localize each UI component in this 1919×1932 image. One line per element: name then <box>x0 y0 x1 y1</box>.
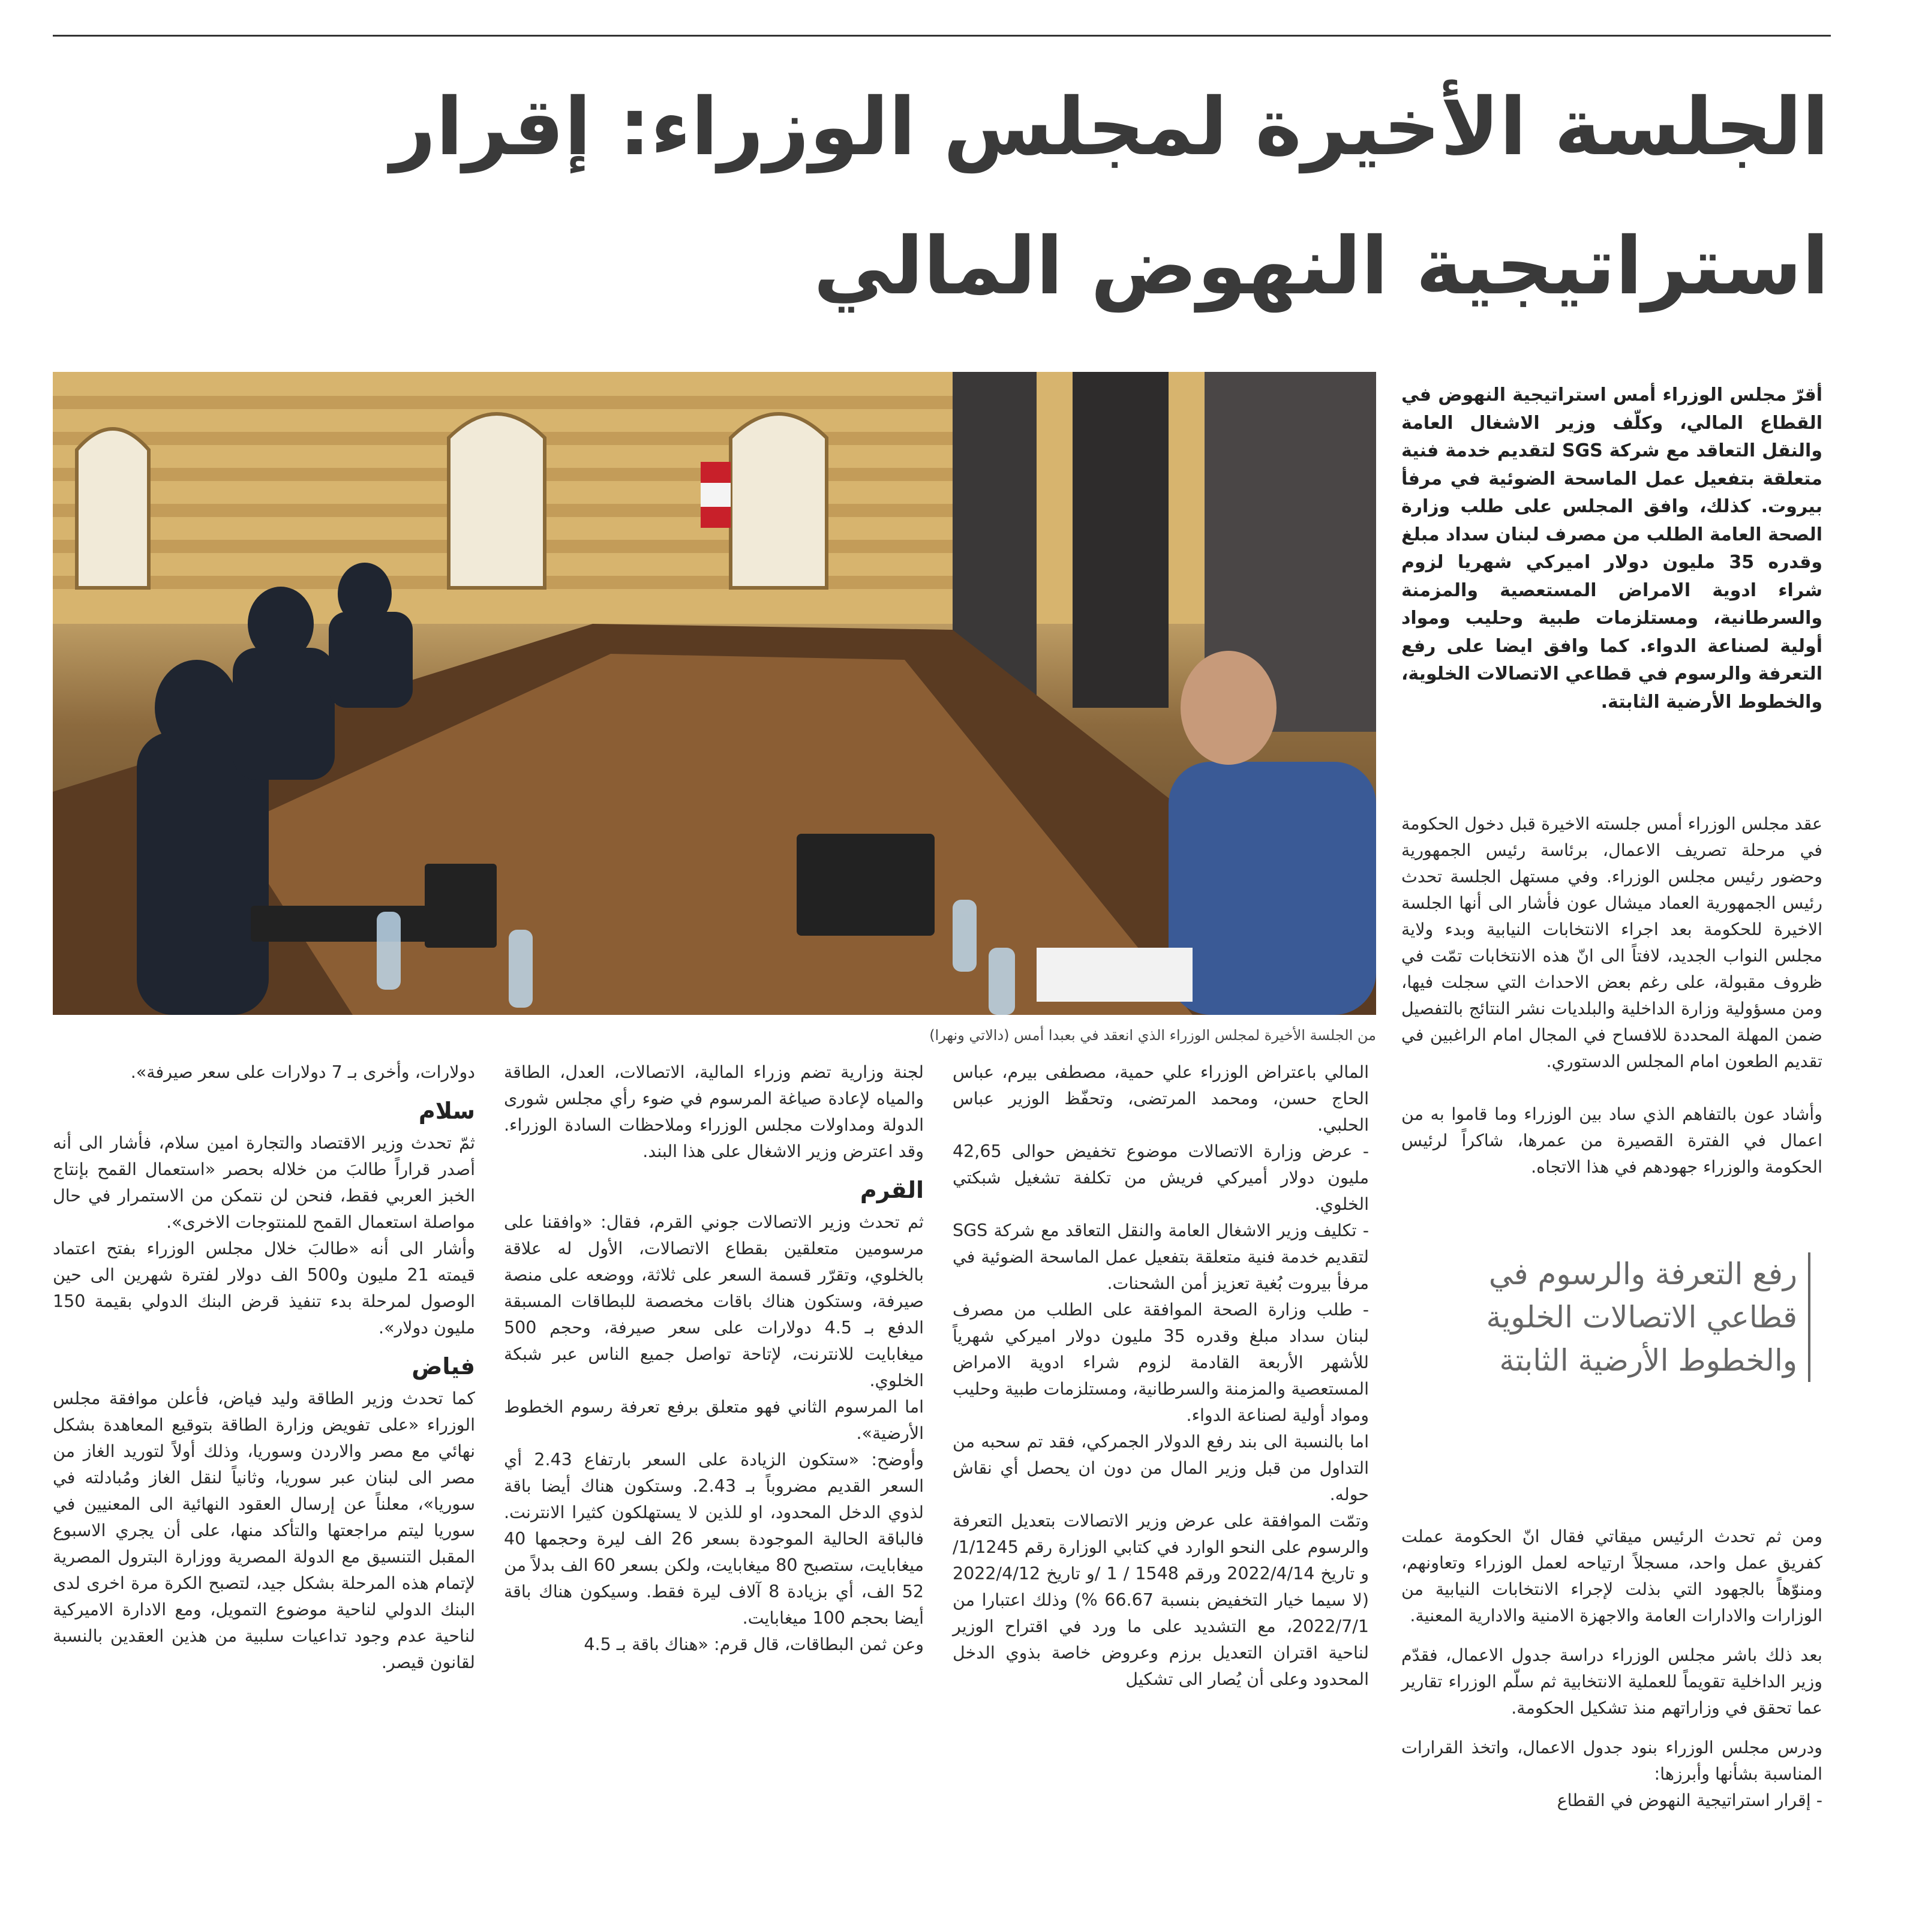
headline: الجلسة الأخيرة لمجلس الوزراء: إقرار استراتيجية النهوض المالي <box>390 81 1829 313</box>
body-paragraph: ومن ثم تحدث الرئيس ميقاتي فقال انّ الحكومة عملت كفريق عمل واحد، مسجلاً ارتياحه لعمل الوزراء وتعاونهم، ومنوّهاً بالجهود التي بذلت لإجراء الانتخابات النيابية من الوزارات والادارات العامة والاجهزة الامنية والادارية المعنية. <box>1401 1527 1822 1625</box>
body-paragraph: ودرس مجلس الوزراء بنود جدول الاعمال، واتخذ القرارات المناسبة بشأنها وأبرزها: <box>1401 1738 1822 1784</box>
pull-quote: رفع التعرفة والرسوم في قطاعي الاتصالات الخلوية والخطوط الأرضية الثابتة <box>1401 1252 1810 1382</box>
body-paragraph: - إقرار استراتيجية النهوض في القطاع <box>1557 1790 1822 1810</box>
article-column-3 <box>953 1059 1369 1693</box>
body-paragraph: - تكليف وزير الاشغال العامة والنقل التعاقد مع شركة SGS لتقديم خدمة فنية متعلقة بتفعيل عمل الماسحة الضوئية في مرفأ بيروت بُغية تعزيز أمن الشحنات. <box>953 1221 1369 1293</box>
body-paragraph: وأوضح: «ستكون الزيادة على السعر بارتفاع 2.43 أي السعر القديم مضروباً بـ 2.43. وستكون هناك أيضا باقة لذوي الدخل المحدود، او للذين لا يستهلكون كثيرا الانترنت. فالباقة الحالية الموجودة بسعر 26 الف ليرة وحجمها 40 ميغابايت، ستصبح 80 ميغابايت، ولكن بسعر 60 الف بدلاً من 52 الف، أي بزيادة 8 آلاف ليرة فقط. وسيكون هناك باقة أيضا بحجم 100 ميغابايت. <box>504 1450 924 1628</box>
body-paragraph: عقد مجلس الوزراء أمس جلسته الاخيرة قبل دخول الحكومة في مرحلة تصريف الاعمال، برئاسة رئيس الجمهورية وحضور رئيس مجلس الوزراء. وفي مستهل الجلسة تحدث رئيس الجمهورية العماد ميشال عون فأشار الى أنها الجلسة الاخيرة للحكومة بعد اجراء الانتخابات النيابية وبدء ولاية مجلس النواب الجديد، لافتاً الى انّ هذه الانتخابات تمّت في ظروف مقبولة، على رغم بعض الاحداث التي سجلت فيها، ومن مسؤولية وزارة الداخلية والبلديات نشر النتائج بالتفصيل ضمن المهلة المحددة للافساح في المجال امام الراغبين في تقديم الطعون امام المجلس الدستوري. <box>1401 814 1822 1071</box>
body-paragraph: - طلب وزارة الصحة الموافقة على الطلب من مصرف لبنان سداد مبلغ وقدره 35 مليون دولار اميركي شهرياً للأشهر الأربعة القادمة لزوم شراء ادوية الامراض المستعصية والمزمنة والسرطانية، ومستلزمات طبية وحليب ومواد أولية لصناعة الدواء. <box>953 1300 1369 1425</box>
body-paragraph: لجنة وزارية تضم وزراء المالية، الاتصالات، العدل، الطاقة والمياه لإعادة صياغة المرسوم في ضوء رأي مجلس شورى الدولة ومداولات مجلس الوزراء وملاحظات السادة الوزراء. وقد اعترض وزير الاشغال على هذا البند. <box>504 1062 924 1161</box>
body-paragraph: ثمّ تحدث وزير الاقتصاد والتجارة امين سلام، فأشار الى أنه أصدر قراراً طالبَ من خلاله بحصر «استعمال القمح بإنتاج الخبز العربي فقط، فنحن لن نتمكن من الاستمرار في حال مواصلة استعمال القمح للمنتوجات الاخرى». <box>53 1133 475 1232</box>
body-paragraph: دولارات، وأخرى بـ 7 دولارات على سعر صيرفة». <box>130 1062 475 1082</box>
top-rule <box>53 35 1831 37</box>
section-heading-salam: سلام <box>418 1098 475 1124</box>
photo-caption: من الجلسة الأخيرة لمجلس الوزراء الذي انعقد في بعبدا أمس (دالاتي ونهرا) <box>929 1027 1376 1044</box>
body-paragraph: المالي باعتراض الوزراء علي حمية، مصطفى بيرم، عباس الحاج حسن، ومحمد المرتضى، وتحفّظ الوزير عباس الحلبي. <box>953 1062 1369 1135</box>
body-paragraph: - عرض وزارة الاتصالات موضوع تخفيض حوالى 42,65 مليون دولار أميركي فريش من تكلفة تشغيل شبكتي الخلوي. <box>953 1141 1369 1214</box>
body-paragraph: وتمّت الموافقة على عرض وزير الاتصالات بتعديل التعرفة والرسوم على النحو الوارد في كتابي الوزارة رقم 1/1245/و تاريخ 2022/4/14 ورقم 1548 / 1 /و تاريخ 2022/4/12 (لا سيما خيار التخفيض بنسبة 66.67 %) وذلك اعتبارا من 2022/7/1، مع التشديد على ما ورد في اقتراح الوزير لناحية اقتران التعديل برزم وعروض خاصة بذوي الدخل المحدود وعلى أن يُصار الى تشكيل <box>953 1511 1370 1689</box>
body-paragraph: بعد ذلك باشر مجلس الوزراء دراسة جدول الاعمال، فقدّم وزير الداخلية تقويماً للعملية الانتخابية ثم سلّم الوزراء تقارير عما تحقق في وزاراتهم منذ تشكيل الحكومة. <box>1401 1645 1822 1718</box>
body-paragraph: وعن ثمن البطاقات، قال قرم: «هناك باقة بـ 4.5 <box>584 1634 924 1654</box>
body-paragraph: اما المرسوم الثاني فهو متعلق برفع تعرفة رسوم الخطوط الأرضية». <box>504 1397 924 1443</box>
body-paragraph: كما تحدث وزير الطاقة وليد فياض، فأعلن موافقة مجلس الوزراء «على تفويض وزارة الطاقة بتوقيع المعاهدة بشكل نهائي مع مصر والاردن وسوريا، وذلك أولاً لتوريد الغاز من مصر الى لبنان عبر سوريا، وثانياً لنقل الغاز ومُبادلته في سوريا»، معلناً عن إرسال العقود النهائية الى المعنيين في سوريا ليتم مراجعتها والتأكد منها، على أن يجري الاسبوع المقبل التنسيق مع الدولة المصرية ووزارة البترول المصرية لإتمام هذه المرحلة بشكل جيد، لتصبح الكرة مرة اخرى لدى البنك الدولي لناحية موضوع التمويل، ومع الادارة الاميركية لناحية عدم وجود تداعيات سلبية من هذين العقدين بالنسبة لقانون قيصر. <box>53 1389 475 1672</box>
body-paragraph: اما بالنسبة الى بند رفع الدولار الجمركي، فقد تم سحبه من التداول من قبل وزير المال من دون ان يحصل أي نقاش حوله. <box>953 1432 1369 1504</box>
body-paragraph: وأشار الى أنه «طالبَ خلال مجلس الوزراء بفتح اعتماد قيمته 21 مليون و500 الف دولار لفترة شهرين الى حين الوصول لمرحلة بدء تنفيذ قرض البنك الدولي بقيمة 150 مليون دولار». <box>53 1239 475 1338</box>
body-paragraph: وأشاد عون بالتفاهم الذي ساد بين الوزراء وما قاموا به من اعمال في الفترة القصيرة من عمرها، شاكراً لرئيس الحكومة والوزراء جهودهم في هذا الاتجاه. <box>1401 1104 1822 1177</box>
article-column-right-top <box>1401 811 1822 1180</box>
lede-paragraph: أقرّ مجلس الوزراء أمس استراتيجية النهوض في القطاع المالي، وكلّف وزير الاشغال العامة والنقل التعاقد مع شركة SGS لتقديم خدمة فنية متعلقة بتفعيل عمل الماسحة الضوئية في مرفأ بيروت. كذلك، وافق المجلس على طلب وزارة الصحة العامة الطلب من مصرف لبنان سداد مبلغ وقدره 35 مليون دولار اميركي شهريا لزوم شراء ادوية الامراض المستعصية والمزمنة والسرطانية، ومستلزمات طبية وحليب ومواد أولية لصناعة الدواء. كما وافق ايضا على رفع التعرفة والرسوم في قطاعي الاتصالات الخلوية، والخطوط الأرضية الثابتة. <box>1401 384 1822 713</box>
section-heading-fayyad: فياض <box>412 1353 475 1380</box>
article-column-right-bottom <box>1401 1524 1822 1814</box>
article-column-2 <box>504 1059 924 1658</box>
body-paragraph: ثم تحدث وزير الاتصالات جوني القرم، فقال: «وافقنا على مرسومين متعلقين بقطاع الاتصالات، الأول له علاقة بالخلوي، وتقرّر قسمة السعر على ثلاثة، ووضعه على منصة صيرفة، وستكون هناك باقات مخصصة للبطاقات المسبقة الدفع بـ 4.5 دولارات على سعر صيرفة، وحجم 500 ميغابايت للانترنت، لإتاحة تواصل جميع الناس عبر شبكة الخلوي. <box>504 1212 924 1390</box>
cabinet-meeting-photo <box>53 372 1376 1015</box>
article-column-1 <box>53 1059 475 1676</box>
section-heading-qorm: القرم <box>860 1177 924 1203</box>
photo-illustration <box>53 372 1376 1015</box>
